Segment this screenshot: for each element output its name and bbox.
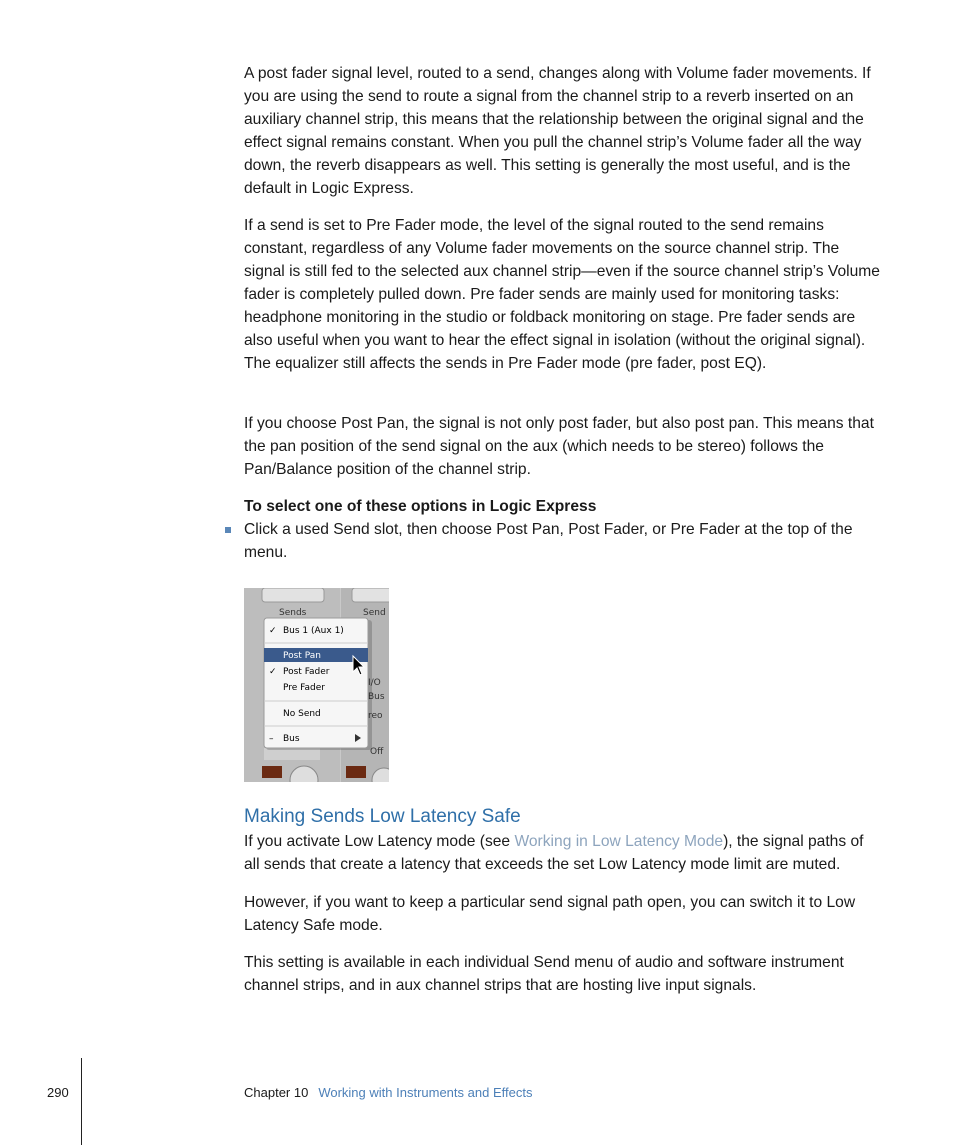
svg-text:Pre Fader: Pre Fader [283, 683, 325, 693]
paragraph-post-pan: If you choose Post Pan, the signal is not only post fader, but also post pan. This means that the pan position of the send signal on the aux (which needs to be stereo) follows the Pan/Balance position of the channel strip. [244, 415, 874, 478]
menu-item-no-send[interactable] [283, 709, 321, 719]
svg-text:✓: ✓ [269, 667, 277, 677]
sends-header-label-right: Send [363, 608, 386, 618]
page-number: 290 [47, 1085, 69, 1100]
task-step: Click a used Send slot, then choose Post Pan, Post Fader, or Pre Fader at the top of the menu. [244, 521, 853, 561]
svg-text:–: – [269, 734, 274, 744]
svg-text:No Send: No Send [283, 709, 321, 719]
paragraph-setting-availability: This setting is available in each individual Send menu of audio and software instrument channel strips, and in aux channel strips that are hosting live input signals. [244, 954, 844, 994]
footer-chapter: Chapter 10 Working with Instruments and Effects [244, 1085, 533, 1100]
footer-chapter-title: Working with Instruments and Effects [318, 1085, 533, 1100]
send-menu-screenshot [244, 588, 389, 782]
svg-text:Bus 1 (Aux 1): Bus 1 (Aux 1) [283, 626, 344, 636]
bus-label: Bus [368, 692, 385, 702]
svg-text:Post Pan: Post Pan [283, 651, 321, 661]
stereo-label: reo [368, 711, 383, 721]
section-heading: Making Sends Low Latency Safe [244, 806, 521, 827]
off-label: Off [370, 747, 384, 757]
menu-item-post-pan[interactable] [283, 651, 321, 661]
paragraph-low-latency: If you activate Low Latency mode (see Working in Low Latency Mode), the signal paths of all sends that create a latency that exceeds the set Low Latency mode limit are muted. [244, 833, 864, 873]
send-menu-illustration [244, 588, 389, 782]
bullet-square-icon [225, 527, 231, 533]
paragraph-post-fader: A post fader signal level, routed to a send, changes along with Volume fader movements. If you are using the send to route a signal from the channel strip to a reverb inserted on an auxiliary channel strip, this means that the relationship between the original signal and the effect signal remains constant. When you pull the channel strip’s Volume fader all the way down, the reverb disappears as well. This setting is generally the most useful, and is the default in Logic Express. [244, 65, 871, 197]
svg-text:✓: ✓ [269, 626, 277, 636]
cross-reference-link[interactable]: Working in Low Latency Mode [514, 833, 724, 850]
svg-text:Bus: Bus [283, 734, 300, 744]
task-heading: To select one of these options in Logic Express [244, 498, 597, 515]
paragraph-pre-fader: If a send is set to Pre Fader mode, the level of the signal routed to the send remains constant, regardless of any Volume fader movements on the source channel strip. The signal is still fed to the selected aux channel strip—even if the source channel strip’s Volume fader is completely pulled down. Pre fader sends are mainly used for monitoring tasks: headphone monitoring in the studio or foldback monitoring on stage. Pre fader sends are also useful when you want to hear the effect signal in isolation (without the original signal). The equalizer still affects the sends in Pre Fader mode (pre fader, post EQ). [244, 217, 880, 372]
io-label: I/O [368, 678, 381, 688]
menu-item-pre-fader[interactable] [283, 683, 325, 693]
footer-divider [81, 1058, 82, 1145]
svg-text:Post Fader: Post Fader [283, 667, 330, 677]
paragraph-low-latency-safe: However, if you want to keep a particular send signal path open, you can switch it to Low Latency Safe mode. [244, 894, 856, 934]
sends-header-label: Sends [279, 608, 307, 618]
